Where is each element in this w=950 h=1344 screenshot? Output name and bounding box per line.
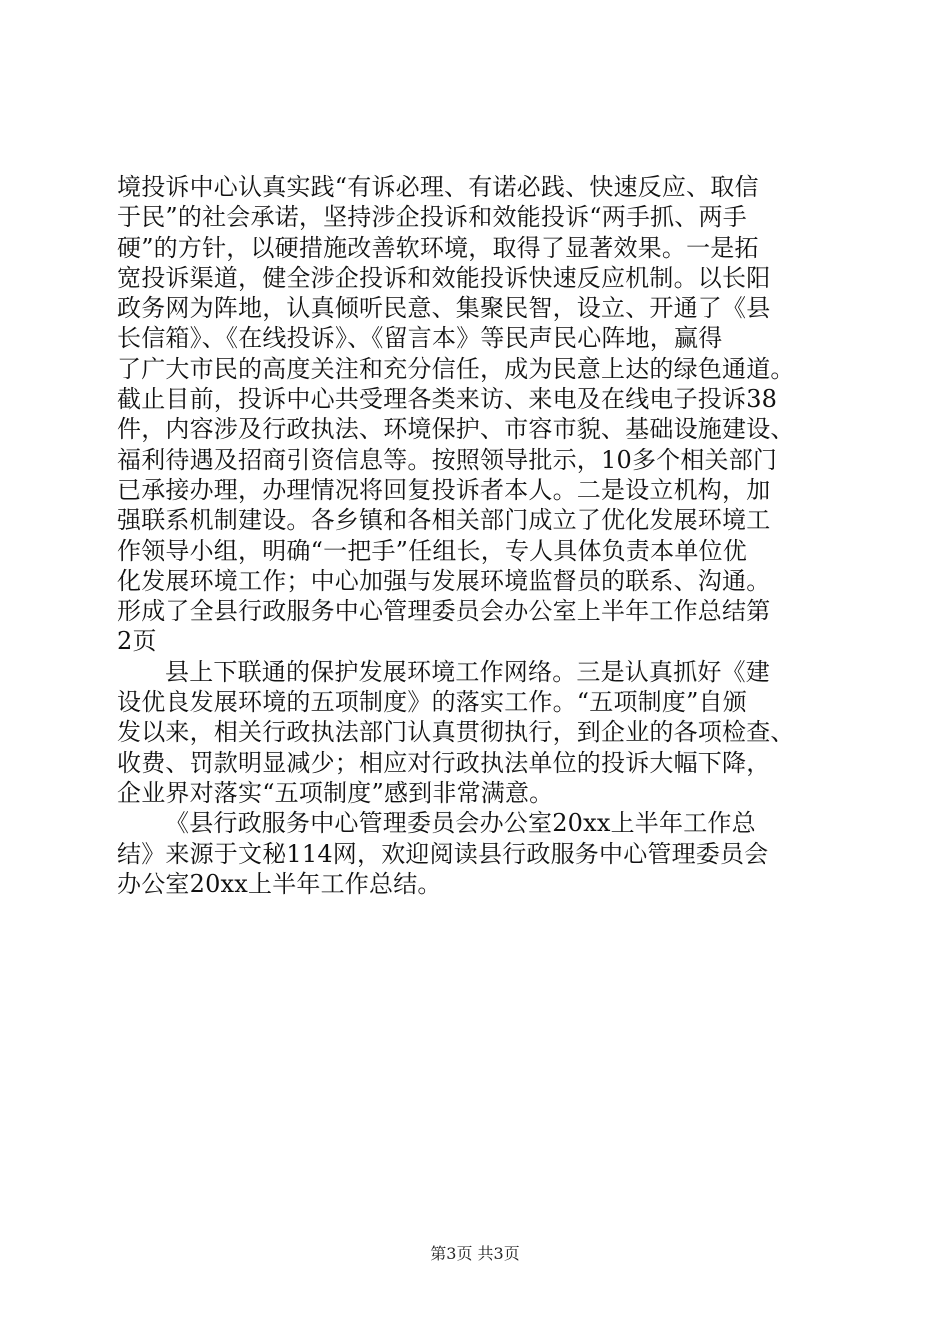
text-line: 截止目前，投诉中心共受理各类来访、来电及在线电子投诉38: [117, 385, 778, 414]
paragraph-first-line: 《县行政服务中心管理委员会办公室20xx上半年工作总: [165, 809, 756, 838]
text-line: 结》来源于文秘114网，欢迎阅读县行政服务中心管理委员会: [117, 839, 769, 868]
text-line: 形成了全县行政服务中心管理委员会办公室上半年工作总结第: [117, 597, 771, 626]
page-footer: [0, 1244, 950, 1264]
text-line: 发以来，相关行政执法部门认真贯彻执行，到企业的各项检查、: [117, 718, 795, 747]
paragraph-first-line: 县上下联通的保护发展环境工作网络。三是认真抓好《建: [165, 657, 770, 686]
document-body: [117, 172, 837, 899]
text-line: 企业界对落实“五项制度”感到非常满意。: [117, 778, 554, 807]
page-number-label: 第3页 共3页: [430, 1244, 520, 1263]
text-line: 设优良发展环境的五项制度》的落实工作。“五项制度”自颁: [117, 688, 747, 717]
text-line: 收费、罚款明显减少；相应对行政执法单位的投诉大幅下降，: [117, 748, 771, 777]
text-line: 于民”的社会承诺，坚持涉企投诉和效能投诉“两手抓、两手: [117, 203, 747, 232]
text-line: 件，内容涉及行政执法、环境保护、市容市貌、基础设施建设、: [117, 415, 795, 444]
text-line: 长信箱》、《在线投诉》、《留言本》等民声民心阵地，赢得: [117, 324, 723, 353]
text-line: 政务网为阵地，认真倾听民意、集聚民智，设立、开通了《县: [117, 294, 771, 323]
text-line: 硬”的方针，以硬措施改善软环境，取得了显著效果。一是拓: [117, 233, 759, 262]
text-line: 化发展环境工作；中心加强与发展环境监督员的联系、沟通。: [117, 566, 771, 595]
text-line: 作领导小组，明确“一把手”任组长，专人具体负责本单位优: [117, 536, 747, 565]
text-line: 宽投诉渠道，健全涉企投诉和效能投诉快速反应机制。以长阳: [117, 263, 771, 292]
text-line: 强联系机制建设。各乡镇和各相关部门成立了优化发展环境工: [117, 506, 771, 535]
text-line: 已承接办理，办理情况将回复投诉者本人。二是设立机构，加: [117, 475, 771, 504]
text-line: 了广大市民的高度关注和充分信任，成为民意上达的绿色通道。: [117, 354, 795, 383]
text-line: 福利待遇及招商引资信息等。按照领导批示，10多个相关部门: [117, 445, 778, 474]
text-line: 境投诉中心认真实践“有诉必理、有诺必践、快速反应、取信: [117, 173, 759, 201]
text-line: 办公室20xx上半年工作总结。: [117, 869, 442, 898]
text-line: 2页: [117, 627, 157, 656]
